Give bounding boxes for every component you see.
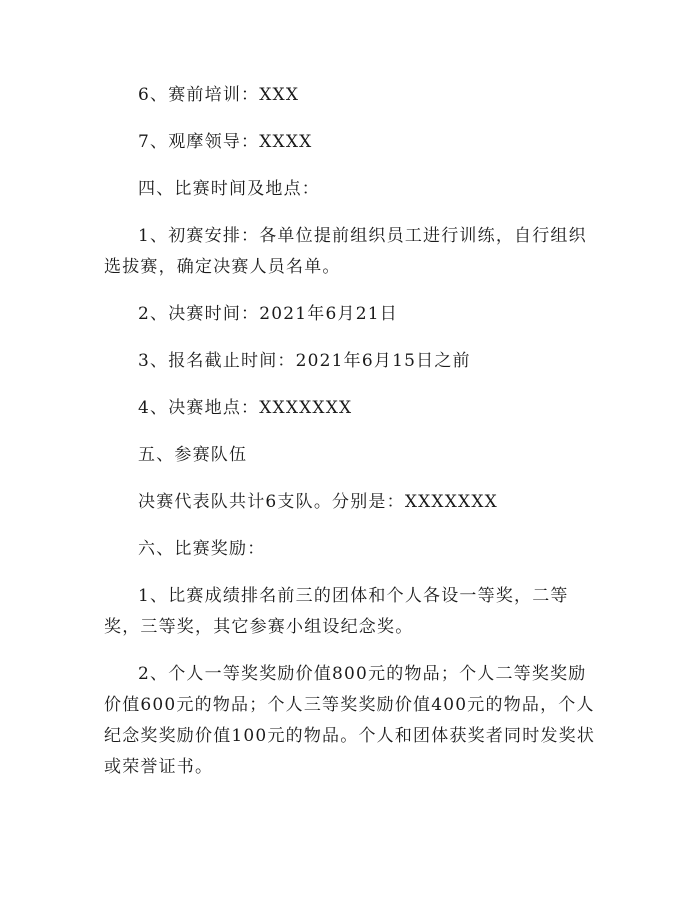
paragraph-preliminary-arrangement: 1、初赛安排：各单位提前组织员工进行训练，自行组织选拔赛，确定决赛人员名单。 [104, 226, 587, 277]
section-heading-time-location: 四、比赛时间及地点： [138, 179, 320, 199]
paragraph-award-values: 2、个人一等奖奖励价值800元的物品；个人二等奖奖励价值600元的物品；个人三等奖奖励价值400元的物品，个人纪念奖奖励价值100元的物品。个人和团体获奖者同时发奖状或荣誉证书。 [104, 664, 596, 777]
section-heading-awards: 六、比赛奖励： [138, 539, 266, 559]
paragraph-final-time: 2、决赛时间：2021年6月21日 [138, 304, 398, 324]
paragraph-team-list: 决赛代表队共计6支队。分别是：XXXXXXX [138, 492, 498, 512]
paragraph-pre-training: 6、赛前培训：XXX [138, 85, 300, 105]
paragraph-registration-deadline: 3、报名截止时间：2021年6月15日之前 [138, 351, 471, 371]
paragraph-final-location: 4、决赛地点：XXXXXXX [138, 398, 353, 418]
paragraph-award-tiers: 1、比赛成绩排名前三的团体和个人各设一等奖，二等奖，三等奖，其它参赛小组设纪念奖。 [104, 586, 569, 637]
document-body [104, 80, 604, 783]
paragraph-observing-leaders: 7、观摩领导：XXXX [138, 132, 313, 152]
section-heading-teams: 五、参赛队伍 [138, 445, 248, 465]
